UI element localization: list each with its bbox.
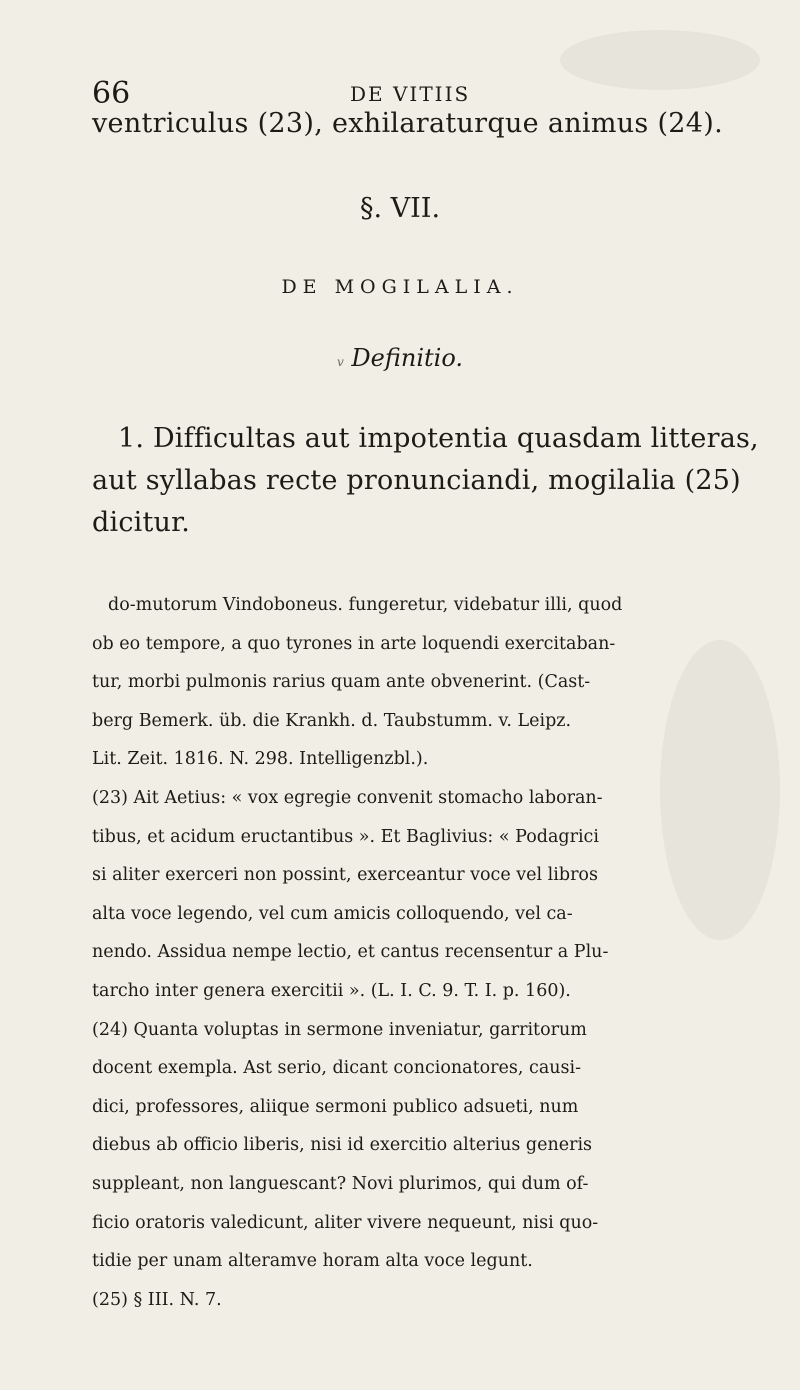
note-line: Lit. Zeit. 1816. N. 298. Intelligenzbl.). — [92, 749, 429, 770]
footnote-23-line: (23) Ait Aetius: « vox egregie convenit stomacho laboran- — [92, 787, 603, 808]
note-line: si aliter exerceri non possint, exerceantur voce vel libros — [92, 865, 598, 886]
note-line: dici, professores, aliique sermoni publico adsueti, num — [92, 1096, 579, 1117]
note-line: berg Bemerk. üb. die Krankh. d. Taubstumm. v. Leipz. — [92, 710, 572, 731]
note-line: do-mutorum Vindoboneus. fungeretur, videbatur illi, quod — [108, 595, 623, 615]
note-line: tibus, et acidum eructantibus ». Et Baglivius: « Podagrici — [92, 826, 599, 847]
note-line: tidie per unam alteramve horam alta voce legunt. — [92, 1251, 533, 1272]
carryover-line: ventriculus (23), exhilaraturque animus (24). — [92, 108, 723, 139]
note-line: diebus ab officio liberis, nisi id exercitio alterius generis — [92, 1135, 593, 1156]
text-line: dicitur. — [92, 507, 191, 538]
note-line: ob eo tempore, a quo tyrones in arte loquendi exercitaban- — [92, 633, 616, 654]
footnote-24-line: (24) Quanta voluptas in sermone inveniatur, garritorum — [92, 1019, 587, 1040]
note-line: alta voce legendo, vel cum amicis colloquendo, vel ca- — [92, 903, 573, 924]
printer-mark: v — [337, 355, 344, 369]
subtitle-text: Definitio. — [351, 344, 463, 372]
footnotes — [92, 586, 772, 1319]
text-line: aut syllabas recte pronunciandi, mogilalia (25) — [92, 465, 741, 496]
text-line: 1. Difficultas aut impotentia quasdam litteras, — [118, 423, 759, 454]
section-number: §. VII. — [359, 193, 441, 224]
footnote-25-line: (25) § III. N. 7. — [92, 1289, 222, 1310]
note-line: nendo. Assidua nempe lectio, et cantus recensentur a Plu- — [92, 942, 609, 963]
section-subtitle — [0, 344, 800, 372]
note-line: tur, morbi pulmonis rarius quam ante obvenerint. (Cast- — [92, 672, 591, 693]
note-line: tarcho inter genera exercitii ». (L. I. C. 9. T. I. p. 160). — [92, 980, 571, 1001]
page-number: 66 — [92, 76, 131, 111]
section-title: DE MOGILALIA. — [281, 276, 519, 298]
definition-paragraph — [92, 418, 764, 544]
running-head: DE VITIIS — [350, 82, 471, 106]
note-line: docent exempla. Ast serio, dicant concionatores, causi- — [92, 1058, 582, 1079]
note-line: ficio oratoris valedicunt, aliter vivere nequeunt, nisi quo- — [92, 1212, 599, 1233]
note-line: suppleant, non languescant? Novi plurimos, qui dum of- — [92, 1173, 589, 1194]
